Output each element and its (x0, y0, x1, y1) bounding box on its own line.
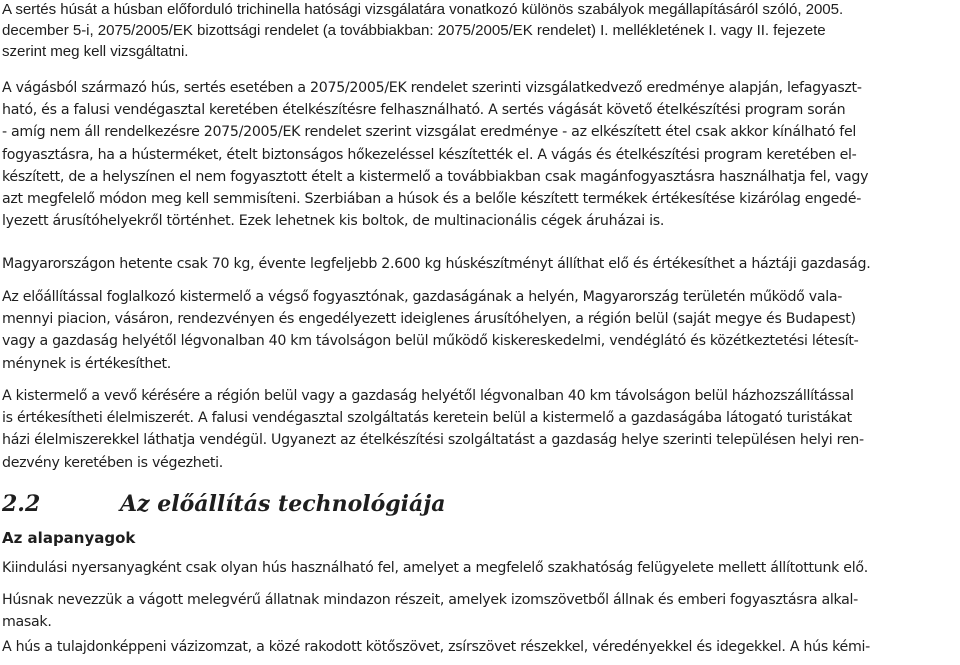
text-line: A sertés húsát a húsban előforduló trichinella hatósági vizsgálatára vonatkozó különös szabályok megállapításáról szóló, 2005. (2, 1, 844, 18)
text-line: fogyasztásra, ha a hústerméket, ételt biztonságos hőkezeléssel készítették el. A vágás és ételkészítési program keretében el- (2, 146, 857, 163)
paragraph-production-limit (2, 253, 870, 275)
text-line: azt megfelelő módon meg kell semmisíteni. Szerbiában a húsok és a belőle készített termékek értékesítése kizárólag engedé- (2, 191, 862, 208)
section-title: Az előállítás technológiája (120, 491, 446, 517)
paragraph-meat-inspection (2, 77, 868, 232)
text-line: - amíg nem áll rendelkezésre 2075/2005/EK rendelet szerint vizsgálat eredménye - az elkészített étel csak akkor kínálható fel (2, 124, 857, 141)
text-line: Húsnak nevezzük a vágott melegvérű állatnak mindazon részeit, amelyek izomszövetből állnak és emberi fogyasztásra alkal- (2, 592, 858, 608)
text-line: mennyi piacion, vásáron, rendezvényen és engedélyezett ideiglenes árusítóhelyen, a régión belül (saját megye és Budapest) (2, 311, 856, 328)
text-line: Az előállítással foglalkozó kistermelő a végső fogyasztónak, gazdaságának a helyén, Magyarország területén működő vala- (2, 289, 843, 305)
text-line: szerint meg kell vizsgáltatni. (2, 43, 189, 60)
subsection-heading: Az alapanyagok (2, 529, 136, 547)
paragraph-home-delivery (2, 385, 864, 474)
paragraph-raw-material (2, 557, 868, 579)
paragraph-meat-definition (2, 589, 858, 633)
text-line: Magyarországon hetente csak 70 kg, évente legfeljebb 2.600 kg húskészítményt állíthat elő és értékesíthet a háztáji gazdaság. (2, 256, 871, 272)
text-line: is értékesítheti élelmiszerét. A falusi vendégasztal szolgáltatás keretein belül a kistermelő a gazdaságába látogató turistákat (2, 410, 852, 427)
section-heading (2, 491, 446, 517)
text-line: ménynek is értékesíthet. (2, 355, 172, 372)
text-line: december 5-i, 2075/2005/EK bizottsági rendelet (a továbbiakban: 2075/2005/EK rendelet) I. mellékletének I. vagy II. fejezete (2, 22, 826, 39)
text-line: masak. (2, 614, 52, 631)
paragraph-meat-composition (2, 636, 870, 658)
intro-paragraph (2, 0, 843, 62)
text-line: dezvény keretében is végezheti. (2, 454, 224, 471)
text-line: A hús a tulajdonképpeni vázizomzat, a közé rakodott kötőszövet, zsírszövet részekkel, véredényekkel és idegekkel. A hús kémi- (2, 639, 870, 655)
text-line: ható, és a falusi vendégasztal keretében ételkészítésre felhasználható. A sertés vágását követő ételkészítési program során (2, 102, 846, 119)
paragraph-sales-channels (2, 286, 858, 375)
text-line: A vágásból származó hús, sertés esetében a 2075/2005/EK rendelet szerinti vizsgálatkedvező eredménye alapján, lefagyaszt- (2, 80, 862, 96)
text-line: házi élelmiszerekkel láthatja vendégül. Ugyanezt az ételkészítési szolgáltatást a gazdaság helye szerinti településen helyi ren- (2, 432, 864, 449)
text-line: A kistermelő a vevő kérésére a régión belül vagy a gazdaság helyétől légvonalban 40 km távolságon belül házhozszállítással (2, 388, 854, 404)
text-line: lyezett árusítóhelyekről történhet. Ezek lehetnek kis boltok, de multinacionális cégek áruházai is. (2, 213, 665, 230)
text-line: vagy a gazdaság helyétől légvonalban 40 km távolságon belül működő kiskereskedelmi, vendéglátó és közétkeztetési létesít- (2, 333, 859, 350)
section-number: 2.2 (2, 491, 41, 517)
text-line: Kiindulási nyersanyagként csak olyan hús használható fel, amelyet a megfelelő szakhatóság felügyelete mellett állítottunk elő. (2, 560, 868, 576)
text-line: készített, de a helyszínen el nem fogyasztott ételt a kistermelő a továbbiakban csak magánfogyasztásra használhatja fel, vagy (2, 168, 869, 185)
